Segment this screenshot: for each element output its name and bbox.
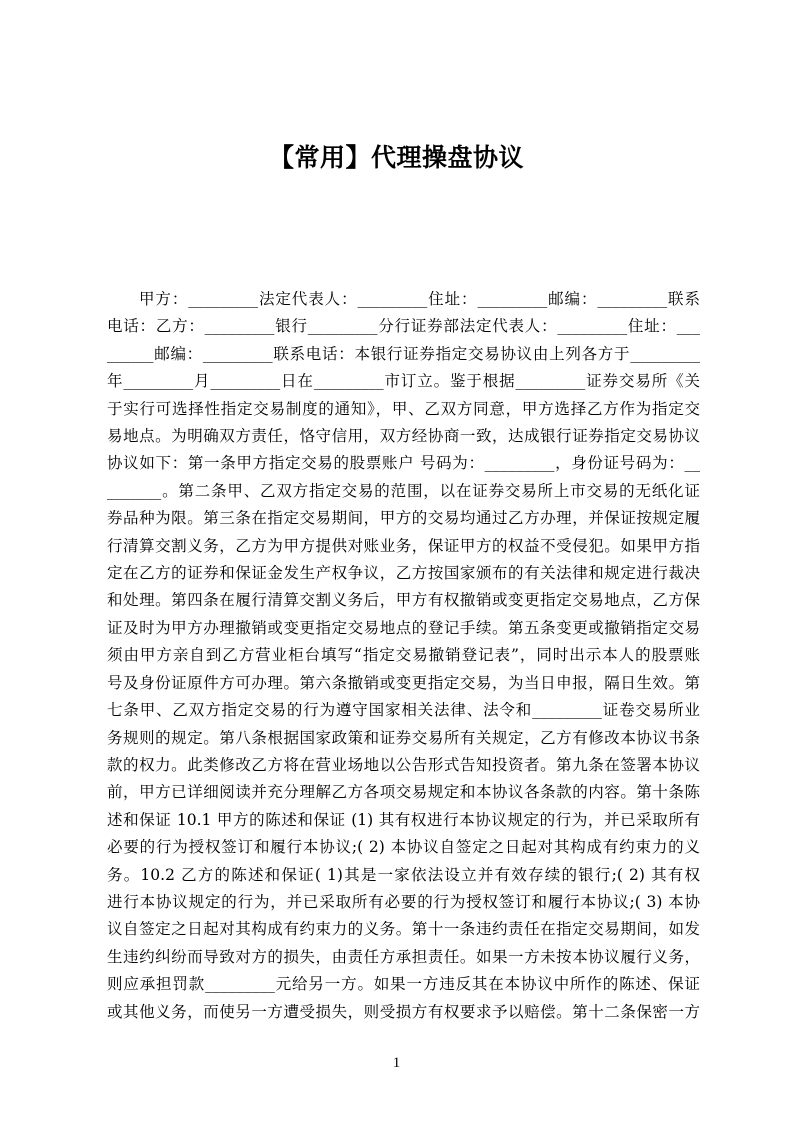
page-number: 1 — [392, 1055, 401, 1071]
body-line: 券品种为限。第三条在指定交易期间，甲方的交易均通过乙方办理，并保证按规定履 — [107, 509, 700, 528]
body-line: 进行本协议规定的行为，并已采取所有必要的行为授权签订和履行本协议;( 3) 本协 — [107, 892, 700, 911]
body-line: ______邮编：_________联系电话：本银行证券指定交易协议由上列各方于_________ — [107, 344, 700, 363]
body-line: 或其他义务，而使另一方遭受损失，则受损方有权要求予以赔偿。第十二条保密一方 — [107, 1002, 700, 1021]
body-line: _______。第二条甲、乙双方指定交易的范围，以在证券交易所上市交易的无纸化证 — [107, 481, 700, 500]
body-line: 甲方：_________法定代表人：_________住址：_________邮编：_________联系 — [139, 290, 700, 308]
body-line: 务。10.2 乙方的陈述和保证( 1)其是一家依法设立并有效存续的银行;( 2) 其有权 — [107, 865, 700, 884]
document-title: 【常用】代理操盘协议 — [268, 143, 524, 172]
body-line: 七条甲、乙双方指定交易的行为遵守国家相关法律、法令和_________证卷交易所业 — [107, 701, 700, 720]
body-line: 述和保证 10.1 甲方的陈述和保证 (1) 其有权进行本协议规定的行为，并已采取所有 — [107, 810, 700, 829]
body-line: 电话：乙方：_________银行_________分行证券部法定代表人：_________住址：___ — [107, 317, 700, 336]
body-line: 定在乙方的证券和保证金发生产权争议，乙方按国家颁布的有关法律和规定进行裁决 — [107, 564, 700, 583]
body-line: 协议如下：第一条甲方指定交易的股票账户 号码为：_________，身份证号码为：__ — [107, 454, 700, 473]
body-line: 必要的行为授权签订和履行本协议;( 2) 本协议自签定之日起对其构成有约束力的义 — [107, 838, 700, 857]
document-body — [107, 286, 700, 1026]
body-line: 前，甲方已详细阅读并充分理解乙方各项交易规定和本协议各条款的内容。第十条陈 — [107, 783, 700, 802]
body-line: 则应承担罚款_________元给另一方。如果一方违反其在本协议中所作的陈述、保证 — [107, 975, 700, 994]
body-line: 生违约纠纷而导致对方的损失，由责任方承担责任。如果一方未按本协议履行义务， — [107, 947, 700, 966]
body-line: 议自签定之日起对其构成有约束力的义务。第十一条违约责任在指定交易期间，如发 — [107, 920, 700, 939]
body-line: 须由甲方亲自到乙方营业柜台填写“指定交易撤销登记表”，同时出示本人的股票账 — [107, 646, 700, 665]
body-line: 证及时为甲方办理撤销或变更指定交易地点的登记手续。第五条变更或撤销指定交易 — [107, 618, 700, 637]
body-line: 和处理。第四条在履行清算交割义务后，甲方有权撤销或变更指定交易地点，乙方保 — [107, 591, 700, 610]
body-line: 行清算交割义务，乙方为甲方提供对账业务，保证甲方的权益不受侵犯。如果甲方指 — [107, 536, 700, 555]
body-line: 款的权力。此类修改乙方将在营业场地以公告形式告知投资者。第九条在签署本协议 — [107, 755, 700, 774]
body-line: 年_________月_________日在_________市订立。鉴于根据_________证券交易所《关 — [107, 372, 700, 391]
body-line: 务规则的规定。第八条根据国家政策和证券交易所有关规定，乙方有修改本协议书条 — [107, 728, 700, 747]
body-line: 易地点。为明确双方责任，恪守信用，双方经协商一致，达成银行证券指定交易协议 — [107, 427, 700, 446]
body-line: 于实行可选择性指定交易制度的通知》，甲、乙双方同意，甲方选择乙方作为指定交 — [107, 399, 700, 418]
body-line: 号及身份证原件方可办理。第六条撤销或变更指定交易，为当日申报，隔日生效。第 — [107, 673, 700, 692]
